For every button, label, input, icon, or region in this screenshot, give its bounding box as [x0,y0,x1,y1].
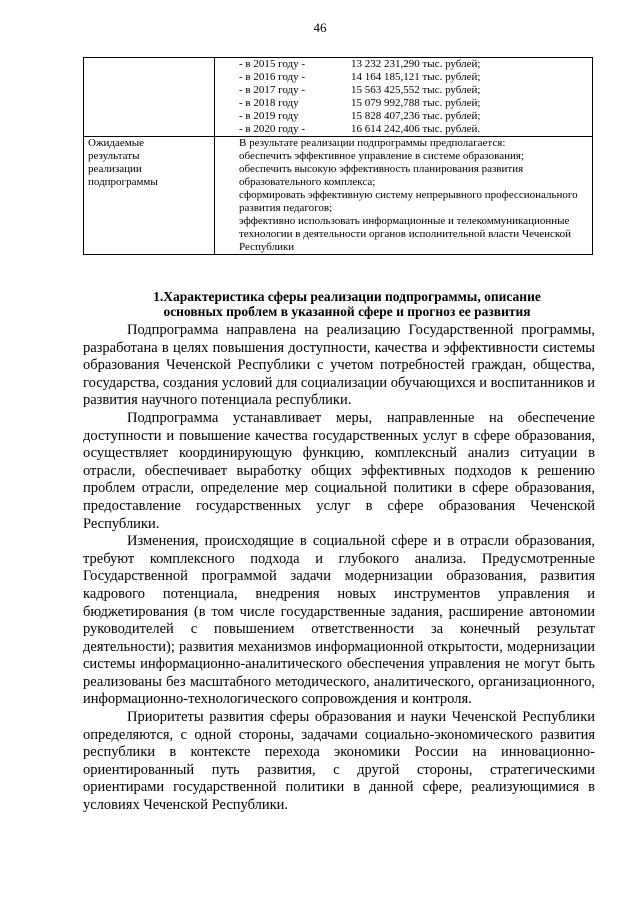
financing-year-row [219,58,588,71]
page-number: 46 [313,20,327,35]
financing-year-row [219,110,588,123]
paragraph: Подпрограмма устанавливает меры, направленные на обеспечение доступности и повышение качества государственных услуг в сфере образования, осуществляет координирующую функцию, комплексный анализ ситуации в отрасли, обеспечивает выработку общих эффективных подходов к решению проблем отрасли, определение мер социальной политики в сфере образования, предоставление государственных услуг в сфере образования Чеченской Республики. [83,409,595,532]
financing-year-row [219,71,588,84]
financing-year: - в 2019 году [239,110,299,122]
financing-year-row [219,97,588,110]
results-item: эффективно использовать информационные и телекоммуникационные технологии в деятельности органов исполнительной власти Чеченской Республики [239,215,572,253]
results-item: обеспечить высокую эффективность планирования развития образовательного комплекса; [239,163,524,188]
paragraph: Подпрограмма направлена на реализацию Государственной программы, разработана в целях повышения доступности, качества и эффективности системы образования Чеченской Республики с учетом потребностей граждан, общества, государства, создания условий для социализации обучающихся и воспитанников и развития научного потенциала республики. [83,322,595,409]
financing-year: - в 2015 году - [239,58,306,70]
financing-year: - в 2018 году [239,97,299,109]
financing-amount: 14 164 185,121 тыс. рублей; [351,71,481,83]
financing-year: - в 2020 году - [239,123,306,135]
expected-results-label [84,137,215,255]
paragraph: Изменения, происходящие в социальной сфере и в отрасли образования, требуют комплексного подхода и глубокого анализа. Предусмотренные Государственной программой задачи модернизации образования, развития кадрового потенциала, внедрения новых инструментов управления и бюджетирования (в том числе государственные задания, расширение автономии руководителей с повышением ответственности за конечный результат деятельности); развития механизмов информационной открытости, модернизации системы информационно-аналитического обеспечения управления не могут быть реализованы без масштабного методического, аналитического, организационного, информационно-технологического сопровождения и контроля. [83,533,595,708]
results-label-line: реализации [88,163,142,175]
financing-list [219,58,588,136]
financing-amount: 16 614 242,406 тыс. рублей. [351,123,481,135]
financing-year-row [219,84,588,97]
financing-year: - в 2017 году - [239,84,306,96]
financing-row [84,58,593,137]
expected-results-text [215,137,593,255]
financing-year-row [219,123,588,136]
section-heading-line: основных проблем в указанной сфере и прогноз ее развития [163,304,531,319]
financing-amount: 15 563 425,552 тыс. рублей; [351,84,481,96]
results-label-line: результаты [88,150,140,162]
financing-year: - в 2016 году - [239,71,306,83]
results-label-line: подпрограммы [88,176,158,188]
expected-results-row [84,137,593,255]
results-item: обеспечить эффективное управление в системе образования; [239,150,525,162]
results-item: сформировать эффективную систему непрерывного профессионального развития педагогов; [239,189,578,214]
results-label-line: Ожидаемые [88,137,145,149]
paragraph: Приоритеты развития сферы образования и науки Чеченской Республики определяются, с одной стороны, задачами социально-экономического развития республики в контексте перехода экономики России на инновационно-ориентированный путь развития, с другой стороны, стратегическими ориентирами государственной политики в данной сфере, реализующимися в условиях Чеченской Республики. [83,709,595,814]
section-heading-line: 1.Характеристика сферы реализации подпрограммы, описание [153,289,541,304]
financing-amount: 13 232 231,290 тыс. рублей; [351,58,481,70]
financing-values-cell [215,58,593,137]
section-body [83,322,595,815]
results-intro: В результате реализации подпрограммы предполагается: [239,137,506,149]
section-heading [104,289,590,319]
financing-amount: 15 079 992,788 тыс. рублей; [351,97,481,109]
financing-amount: 15 828 407,236 тыс. рублей; [351,110,481,122]
financing-label-cell [84,58,215,137]
subprogram-passport-table [83,57,593,255]
